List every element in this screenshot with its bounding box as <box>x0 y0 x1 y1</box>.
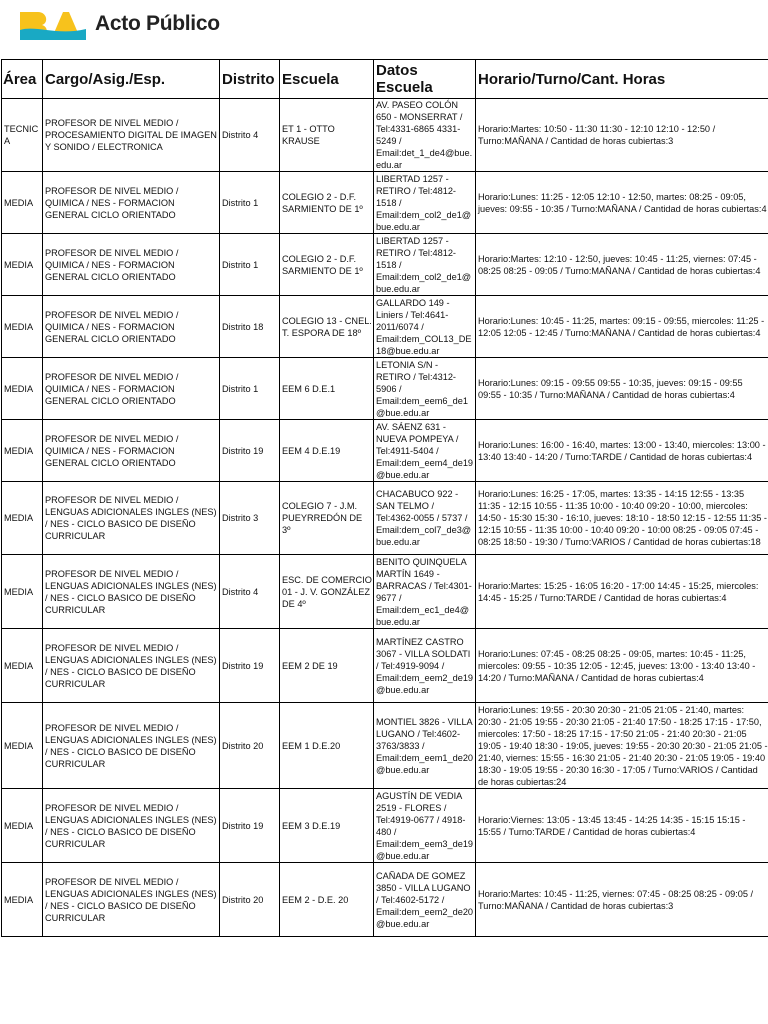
cell-horario: Horario:Lunes: 07:45 - 08:25 08:25 - 09:05, martes: 10:45 - 11:25, miercoles: 09:55 - 10:35 12:05 - 12:45, jueves: 13:00 - 13:40 13:40 - 14:20 / Turno:MAÑANA / Cantidad de horas cubiertas:4 <box>476 629 768 703</box>
table-row <box>2 629 768 703</box>
cell-horario: Horario:Lunes: 16:25 - 17:05, martes: 13:35 - 14:15 12:55 - 13:35 11:35 - 12:15 10:55 - 11:35 10:00 - 10:40 09:20 - 10:00, miercoles: 14:50 - 15:30 15:30 - 16:10, jueves: 18:10 - 18:50 12:15 - 12:55 11:35 - 12:15 10:55 - 11:35 10:00 - 10:40 09:20 - 10:00 08:25 - 09:05 07:45 - 08:25 18:50 - 19:30 / Turno:VARIOS / Cantidad de horas cubiertas:18 <box>476 482 768 555</box>
cell-distrito: Distrito 1 <box>220 172 280 234</box>
cell-distrito: Distrito 1 <box>220 234 280 296</box>
table-row <box>2 296 768 358</box>
table-row <box>2 99 768 172</box>
cell-distrito: Distrito 19 <box>220 420 280 482</box>
cell-datos-escuela: CAÑADA DE GOMEZ 3850 - VILLA LUGANO / Tel:4602-5172 / Email:dem_eem2_de20@bue.edu.ar <box>374 863 476 937</box>
cell-area: MEDIA <box>2 420 43 482</box>
cell-cargo: PROFESOR DE NIVEL MEDIO / LENGUAS ADICIONALES INGLES (NES) / NES - CICLO BASICO DE DISEÑO CURRICULAR <box>43 789 220 863</box>
cell-distrito: Distrito 4 <box>220 99 280 172</box>
cell-escuela: EEM 1 D.E.20 <box>280 703 374 789</box>
cell-area: TECNICA <box>2 99 43 172</box>
cell-escuela: EEM 2 DE 19 <box>280 629 374 703</box>
cell-horario: Horario:Martes: 10:45 - 11:25, viernes: 07:45 - 08:25 08:25 - 09:05 / Turno:MAÑANA / Cantidad de horas cubiertas:3 <box>476 863 768 937</box>
table-row <box>2 863 768 937</box>
cell-area: MEDIA <box>2 234 43 296</box>
cell-distrito: Distrito 1 <box>220 358 280 420</box>
header-row <box>2 60 768 99</box>
cell-cargo: PROFESOR DE NIVEL MEDIO / QUIMICA / NES - FORMACION GENERAL CICLO ORIENTADO <box>43 420 220 482</box>
cell-horario: Horario:Martes: 15:25 - 16:05 16:20 - 17:00 14:45 - 15:25, miercoles: 14:45 - 15:25 / Turno:TARDE / Cantidad de horas cubiertas:4 <box>476 555 768 629</box>
cell-escuela: EEM 3 D.E.19 <box>280 789 374 863</box>
cell-distrito: Distrito 4 <box>220 555 280 629</box>
cell-escuela: COLEGIO 2 - D.F. SARMIENTO DE 1º <box>280 172 374 234</box>
cell-cargo: PROFESOR DE NIVEL MEDIO / LENGUAS ADICIONALES INGLES (NES) / NES - CICLO BASICO DE DISEÑO CURRICULAR <box>43 863 220 937</box>
cell-escuela: ESC. DE COMERCIO 01 - J. V. GONZÁLEZ DE 4º <box>280 555 374 629</box>
cell-distrito: Distrito 20 <box>220 863 280 937</box>
col-header-horario: Horario/Turno/Cant. Horas <box>476 60 768 99</box>
cell-area: MEDIA <box>2 789 43 863</box>
cell-datos-escuela: AV. SÁENZ 631 - NUEVA POMPEYA / Tel:4911-5404 / Email:dem_eem4_de19@bue.edu.ar <box>374 420 476 482</box>
table-row <box>2 420 768 482</box>
cell-escuela: EEM 2 - D.E. 20 <box>280 863 374 937</box>
cell-cargo: PROFESOR DE NIVEL MEDIO / LENGUAS ADICIONALES INGLES (NES) / NES - CICLO BASICO DE DISEÑO CURRICULAR <box>43 482 220 555</box>
cell-cargo: PROFESOR DE NIVEL MEDIO / QUIMICA / NES - FORMACION GENERAL CICLO ORIENTADO <box>43 358 220 420</box>
cell-cargo: PROFESOR DE NIVEL MEDIO / QUIMICA / NES - FORMACION GENERAL CICLO ORIENTADO <box>43 234 220 296</box>
cell-escuela: ET 1 - OTTO KRAUSE <box>280 99 374 172</box>
cell-escuela: EEM 4 D.E.19 <box>280 420 374 482</box>
cell-area: MEDIA <box>2 629 43 703</box>
table-row <box>2 234 768 296</box>
cell-cargo: PROFESOR DE NIVEL MEDIO / QUIMICA / NES - FORMACION GENERAL CICLO ORIENTADO <box>43 296 220 358</box>
cell-area: MEDIA <box>2 296 43 358</box>
cell-area: MEDIA <box>2 482 43 555</box>
col-header-cargo: Cargo/Asig./Esp. <box>43 60 220 99</box>
cell-datos-escuela: LETONIA S/N - RETIRO / Tel:4312-5906 / Email:dem_eem6_de1@bue.edu.ar <box>374 358 476 420</box>
cell-horario: Horario:Lunes: 19:55 - 20:30 20:30 - 21:05 21:05 - 21:40, martes: 20:30 - 21:05 19:55 - 20:30 21:05 - 21:40 17:50 - 18:25 17:15 - 17:50, miercoles: 17:50 - 18:25 17:15 - 17:50 21:05 - 21:40 20:30 - 21:05 19:05 - 19:40 18:30 - 19:05, jueves: 19:55 - 20:30 20:30 - 21:05 21:05 - 21:40, viernes: 15:55 - 16:30 21:05 - 21:40 20:30 - 21:05 19:05 - 19:40 18:30 - 19:05 19:55 - 20:30 16:30 - 17:05 / Turno:VARIOS / Cantidad de horas cubiertas:24 <box>476 703 768 789</box>
table-row <box>2 358 768 420</box>
cell-horario: Horario:Lunes: 09:15 - 09:55 09:55 - 10:35, jueves: 09:15 - 09:55 09:55 - 10:35 / Turno:MAÑANA / Cantidad de horas cubiertas:4 <box>476 358 768 420</box>
cell-area: MEDIA <box>2 703 43 789</box>
cell-datos-escuela: MONTIEL 3826 - VILLA LUGANO / Tel:4602-3763/3833 / Email:dem_eem1_de20@bue.edu.ar <box>374 703 476 789</box>
cell-distrito: Distrito 3 <box>220 482 280 555</box>
cell-datos-escuela: MARTÍNEZ CASTRO 3067 - VILLA SOLDATI / Tel:4919-9094 / Email:dem_eem2_de19@bue.edu.ar <box>374 629 476 703</box>
cell-datos-escuela: BENITO QUINQUELA MARTÍN 1649 - BARRACAS / Tel:4301-9677 / Email:dem_ec1_de4@bue.edu.ar <box>374 555 476 629</box>
cell-area: MEDIA <box>2 172 43 234</box>
cell-datos-escuela: AGUSTÍN DE VEDIA 2519 - FLORES / Tel:4919-0677 / 4918-480 / Email:dem_eem3_de19@bue.edu.ar <box>374 789 476 863</box>
page-title: Acto Público <box>95 12 220 35</box>
cell-cargo: PROFESOR DE NIVEL MEDIO / QUIMICA / NES - FORMACION GENERAL CICLO ORIENTADO <box>43 172 220 234</box>
cell-area: MEDIA <box>2 863 43 937</box>
cell-datos-escuela: AV. PASEO COLÓN 650 - MONSERRAT / Tel:4331-6865 4331-5249 / Email:det_1_de4@bue.edu.ar <box>374 99 476 172</box>
cell-horario: Horario:Lunes: 10:45 - 11:25, martes: 09:15 - 09:55, miercoles: 11:25 - 12:05 12:05 - 12:45 / Turno:MAÑANA / Cantidad de horas cubiertas:4 <box>476 296 768 358</box>
cell-cargo: PROFESOR DE NIVEL MEDIO / PROCESAMIENTO DIGITAL DE IMAGEN Y SONIDO / ELECTRONICA <box>43 99 220 172</box>
col-header-distrito: Distrito <box>220 60 280 99</box>
cell-escuela: EEM 6 D.E.1 <box>280 358 374 420</box>
cell-horario: Horario:Viernes: 13:05 - 13:45 13:45 - 14:25 14:35 - 15:15 15:15 - 15:55 / Turno:TARDE / Cantidad de horas cubiertas:4 <box>476 789 768 863</box>
cell-datos-escuela: CHACABUCO 922 - SAN TELMO / Tel:4362-0055 / 5737 / Email:dem_col7_de3@bue.edu.ar <box>374 482 476 555</box>
cell-distrito: Distrito 19 <box>220 629 280 703</box>
table-row <box>2 482 768 555</box>
cell-distrito: Distrito 20 <box>220 703 280 789</box>
table-row <box>2 555 768 629</box>
cell-horario: Horario:Lunes: 11:25 - 12:05 12:10 - 12:50, martes: 08:25 - 09:05, jueves: 09:55 - 10:35 / Turno:MAÑANA / Cantidad de horas cubiertas:4 <box>476 172 768 234</box>
cell-escuela: COLEGIO 2 - D.F. SARMIENTO DE 1º <box>280 234 374 296</box>
cell-escuela: COLEGIO 7 - J.M. PUEYRREDÓN DE 3º <box>280 482 374 555</box>
col-header-escuela: Escuela <box>280 60 374 99</box>
cell-horario: Horario:Martes: 10:50 - 11:30 11:30 - 12:10 12:10 - 12:50 / Turno:MAÑANA / Cantidad de horas cubiertas:3 <box>476 99 768 172</box>
cell-cargo: PROFESOR DE NIVEL MEDIO / LENGUAS ADICIONALES INGLES (NES) / NES - CICLO BASICO DE DISEÑO CURRICULAR <box>43 555 220 629</box>
table-row <box>2 703 768 789</box>
table-row <box>2 172 768 234</box>
cell-distrito: Distrito 18 <box>220 296 280 358</box>
cell-distrito: Distrito 19 <box>220 789 280 863</box>
ba-logo <box>18 9 88 43</box>
acto-publico-table <box>1 59 768 937</box>
cell-datos-escuela: LIBERTAD 1257 - RETIRO / Tel:4812-1518 / Email:dem_col2_de1@bue.edu.ar <box>374 234 476 296</box>
col-header-datos-escuela: Datos Escuela <box>374 60 476 99</box>
cell-horario: Horario:Martes: 12:10 - 12:50, jueves: 10:45 - 11:25, viernes: 07:45 - 08:25 08:25 - 09:05 / Turno:MAÑANA / Cantidad de horas cubiertas:4 <box>476 234 768 296</box>
cell-datos-escuela: LIBERTAD 1257 - RETIRO / Tel:4812-1518 / Email:dem_col2_de1@bue.edu.ar <box>374 172 476 234</box>
cell-datos-escuela: GALLARDO 149 - Liniers / Tel:4641-2011/6074 / Email:dem_COL13_DE18@bue.edu.ar <box>374 296 476 358</box>
cell-area: MEDIA <box>2 358 43 420</box>
table-row <box>2 789 768 863</box>
cell-horario: Horario:Lunes: 16:00 - 16:40, martes: 13:00 - 13:40, miercoles: 13:00 - 13:40 13:40 - 14:20 / Turno:TARDE / Cantidad de horas cubiertas:4 <box>476 420 768 482</box>
cell-escuela: COLEGIO 13 - CNEL. T. ESPORA DE 18º <box>280 296 374 358</box>
cell-area: MEDIA <box>2 555 43 629</box>
cell-cargo: PROFESOR DE NIVEL MEDIO / LENGUAS ADICIONALES INGLES (NES) / NES - CICLO BASICO DE DISEÑO CURRICULAR <box>43 629 220 703</box>
col-header-area: Área <box>2 60 43 99</box>
cell-cargo: PROFESOR DE NIVEL MEDIO / LENGUAS ADICIONALES INGLES (NES) / NES - CICLO BASICO DE DISEÑO CURRICULAR <box>43 703 220 789</box>
page-header <box>0 0 768 56</box>
